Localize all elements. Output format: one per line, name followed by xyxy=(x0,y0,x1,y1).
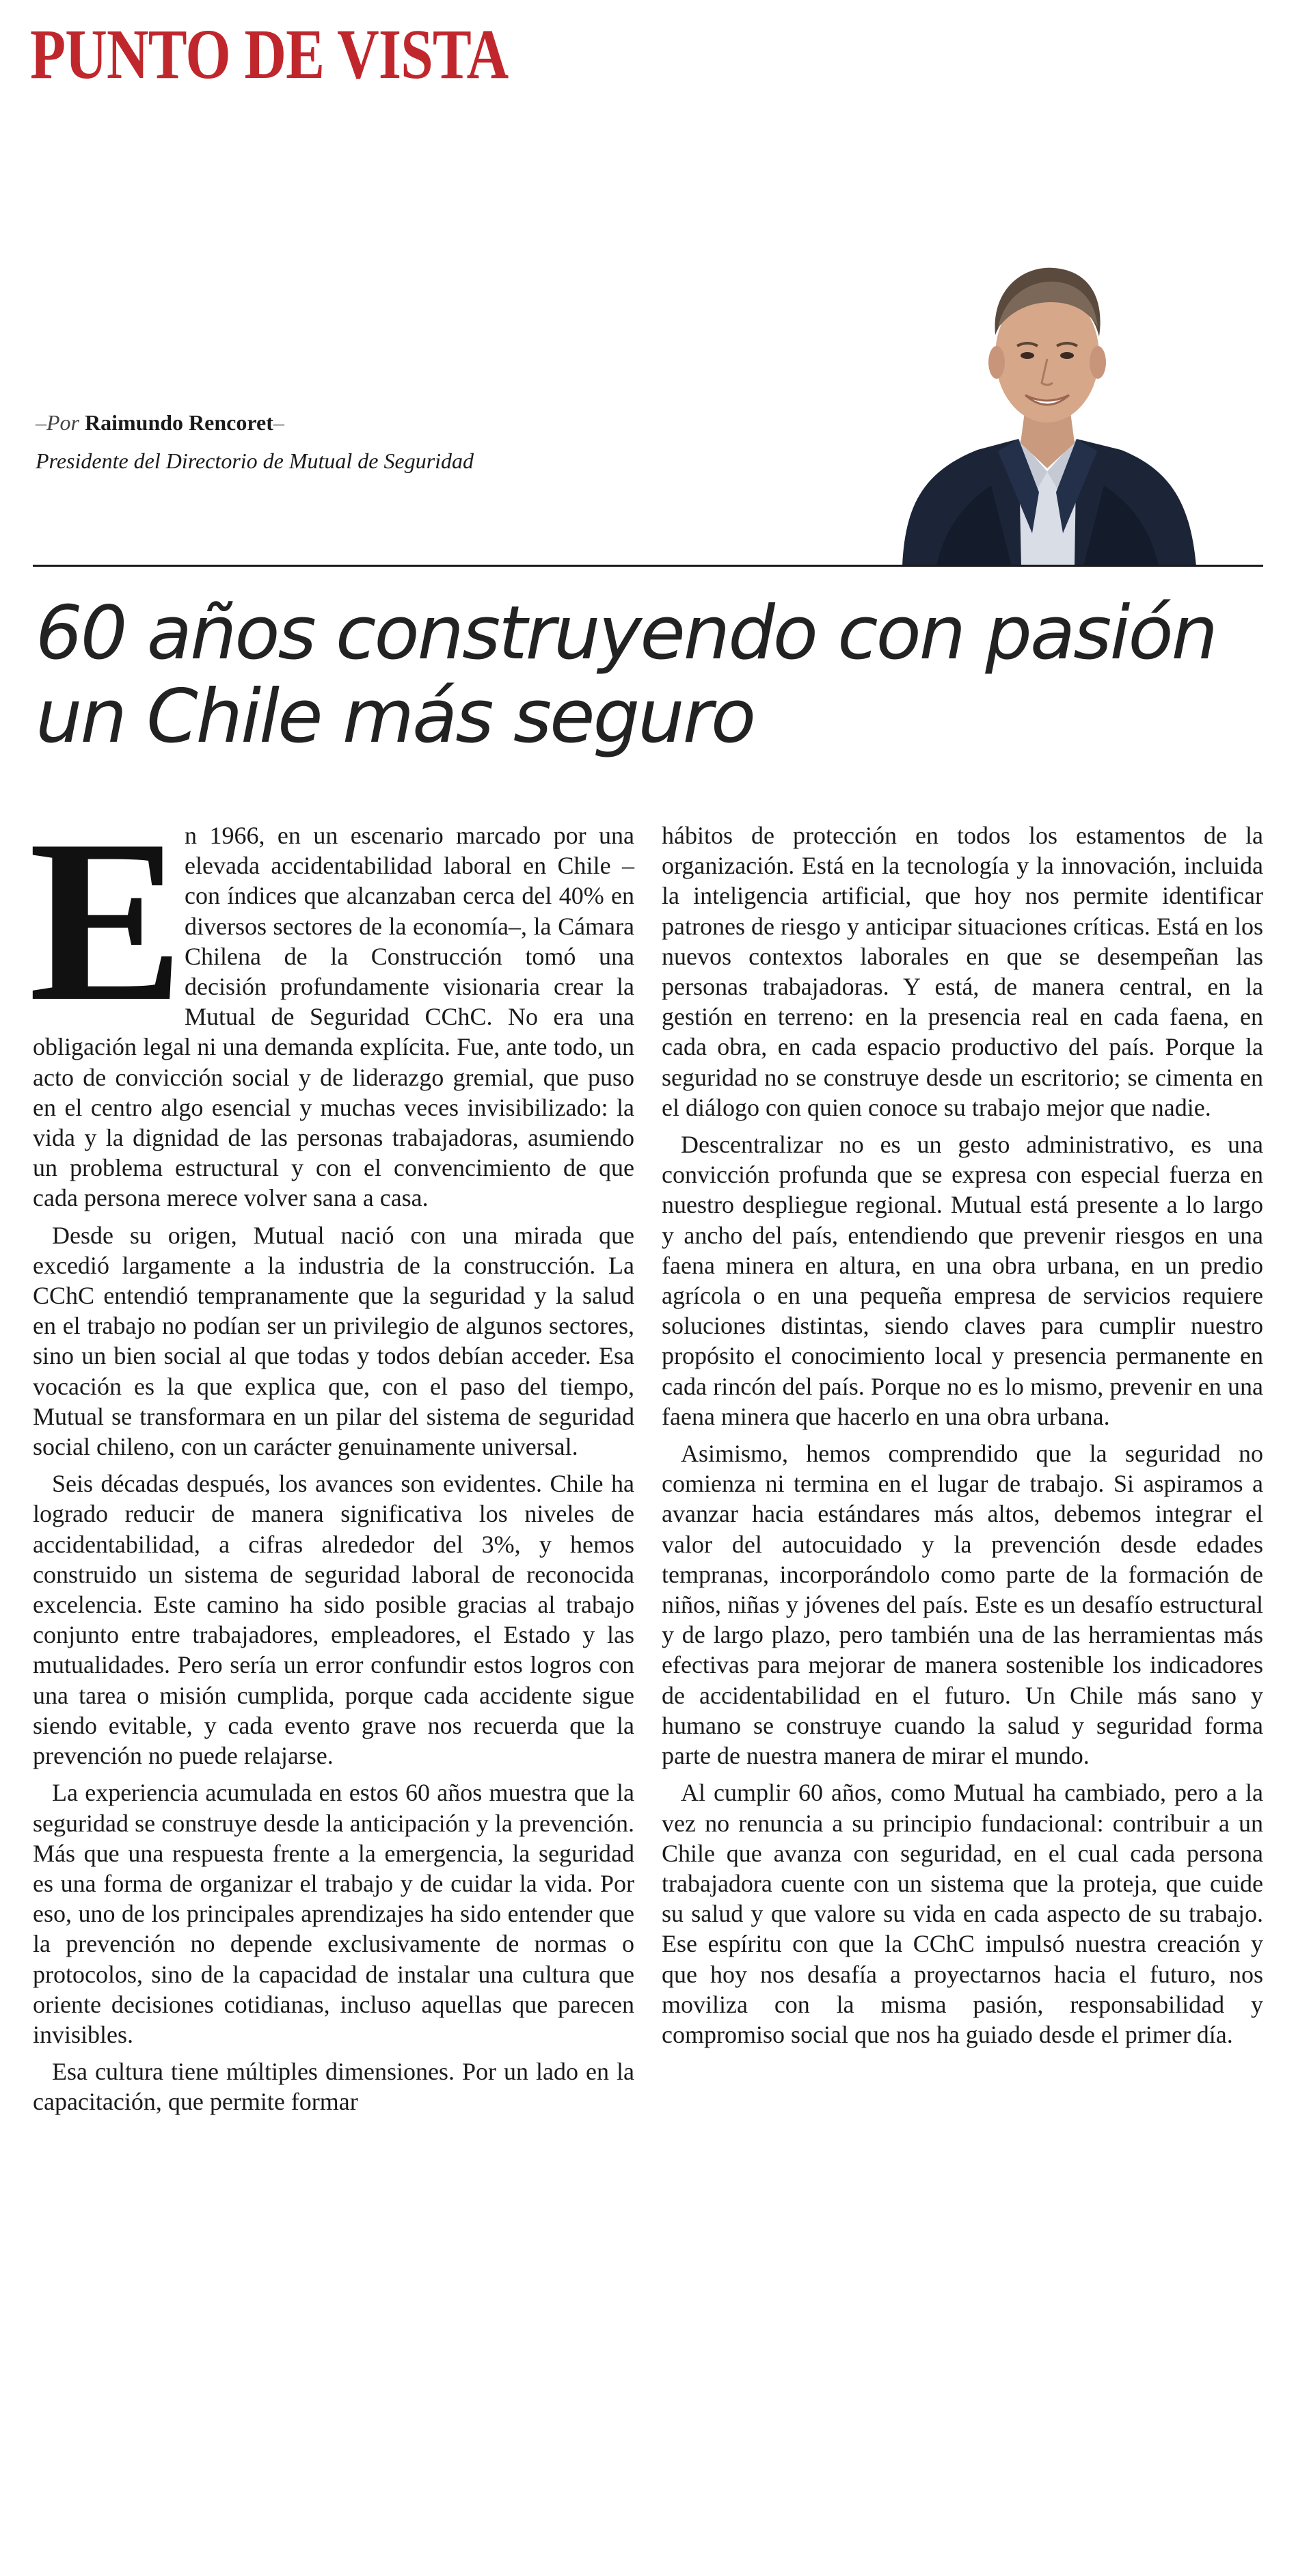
article-paragraph: Descentralizar no es un gesto administrativo, es una convicción profunda que se expresa con especial fuerza en nuestro despliegue regional. Mutual está presente a lo largo y ancho del país, entendiendo que prevenir riesgos en una faena minera en altura, en una obra urbana, en un predio agrícola o en una pequeña empresa de servicios requiere soluciones distintas, siendo claves para cumplir nuestro propósito el conocimiento local y presencia permanente en cada rincón del país. Porque no es lo mismo, prevenir en una faena minera que hacerlo en una obra urbana. xyxy=(662,1131,1263,1430)
article-paragraph: hábitos de protección en todos los estamentos de la organización. Está en la tecnología y la innovación, incluida la inteligencia artificial, que hoy nos permite identificar patrones de riesgo y anticipar situaciones críticas. Está en los nuevos contextos laborales en que se desempeñan las personas trabajadoras. Y está, de manera central, en la gestión en terreno: en la presencia real en cada faena, en cada obra, en cada espacio productivo del país. Porque la seguridad no se construye desde un escritorio; se cimenta en el diálogo con quien conoce su trabajo mejor que nadie. xyxy=(662,822,1263,1121)
author-name: Raimundo Rencoret xyxy=(85,410,273,435)
drop-cap: E xyxy=(29,792,184,1049)
article-column-left xyxy=(29,792,634,2124)
article-paragraph: Seis décadas después, los avances son evidentes. Chile ha logrado reducir de manera significativa los niveles de accidentabilidad, a cifras alrededor del 3%, y hemos construido un sistema de seguridad laboral de reconocida excelencia. Este camino ha sido posible gracias al trabajo conjunto entre trabajadores, empleadores, el Estado y las mutualidades. Pero sería un error confundir estos logros con una tarea o misión cumplida, porque cada accidente sigue siendo evitable, y cada evento grave nos recuerda que la prevención no puede relajarse. xyxy=(33,1470,634,1770)
byline-block xyxy=(36,409,651,476)
article-headline: 60 años construyendo con pasión un Chile más seguro xyxy=(36,591,1216,760)
header-rule xyxy=(33,565,1263,567)
byline: –Por Raimundo Rencoret– xyxy=(36,410,284,435)
article-paragraph: Al cumplir 60 años, como Mutual ha cambiado, pero a la vez no renuncia a su principio fundacional: contribuir a un Chile que avanza con seguridad, en el cual cada persona trabajadora cuente con un sistema que la proteja, que cuide su salud y que valore su vida en cada aspecto de su trabajo. Ese espíritu con que la CChC impulsó nuestra creación y que hoy nos desafía a proyectarnos hacia el futuro, nos moviliza con la misma pasión, responsabilidad y compromiso social que nos ha guiado desde el primer día. xyxy=(662,1779,1263,2048)
article-paragraph: En 1966, en un escenario marcado por una elevada accidentabilidad laboral en Chile – con índices que alcanzaban cerca del 40% en diversos sectores de la economía–, la Cámara Chilena de la Construcción tomó una decisión profundamente visionaria crear la Mutual de Seguridad CChC. No era una obligación legal ni una demanda explícita. Fue, ante todo, un acto de convicción social y de liderazgo gremial, que puso en el centro algo esencial y muchas veces invisibilizado: la vida y la dignidad de las personas trabajadoras, asumiendo un problema estructural y con el convencimiento de que cada persona merece volver sana a casa. xyxy=(29,792,634,1212)
author-portrait-photo xyxy=(895,246,1200,566)
article-column-right xyxy=(662,820,1263,2056)
article-paragraph: La experiencia acumulada en estos 60 años muestra que la seguridad se construye desde la anticipación y la prevención. Más que una respuesta frente a la emergencia, la seguridad es una forma de organizar el trabajo y de cuidar la vida. Por eso, uno de los principales aprendizajes ha sido entender que la prevención no depende exclusivamente de normas o protocolos, sino de la capacidad de instalar una cultura que oriente decisiones cotidianas, incluso aquellas que parecen invisibles. xyxy=(33,1779,634,2048)
article-paragraph: Asimismo, hemos comprendido que la seguridad no comienza ni termina en el lugar de trabajo. Si aspiramos a avanzar hacia estándares más altos, debemos integrar el valor del autocuidado y la prevención desde edades tempranas, incorporándolo como parte de la formación de niños, niñas y jóvenes del país. Este es un desafío estructural y de largo plazo, pero también una de las herramientas más efectivas para mejorar de manera sostenible los indicadores de accidentabilidad en el futuro. Un Chile más sano y humano se construye cuando la salud y seguridad forma parte de nuestra manera de mirar el mundo. xyxy=(662,1440,1263,1770)
author-role: Presidente del Directorio de Mutual de Seguridad xyxy=(36,448,474,473)
byline-prefix: Por xyxy=(46,410,79,435)
article-paragraph: Desde su origen, Mutual nació con una mirada que excedió largamente a la industria de la construcción. La CChC entendió tempranamente que la seguridad y la salud en el trabajo no podían ser un privilegio de algunos sectores, sino un bien social al que todas y todos debían acceder. Esa vocación es la que explica que, con el paso del tiempo, Mutual se transformara en un pilar del sistema de seguridad social chileno, con un carácter genuinamente universal. xyxy=(33,1221,634,1461)
section-title: PUNTO DE VISTA xyxy=(30,15,509,94)
article-paragraph: Esa cultura tiene múltiples dimensiones. Por un lado en la capacitación, que permite formar xyxy=(33,2058,634,2116)
